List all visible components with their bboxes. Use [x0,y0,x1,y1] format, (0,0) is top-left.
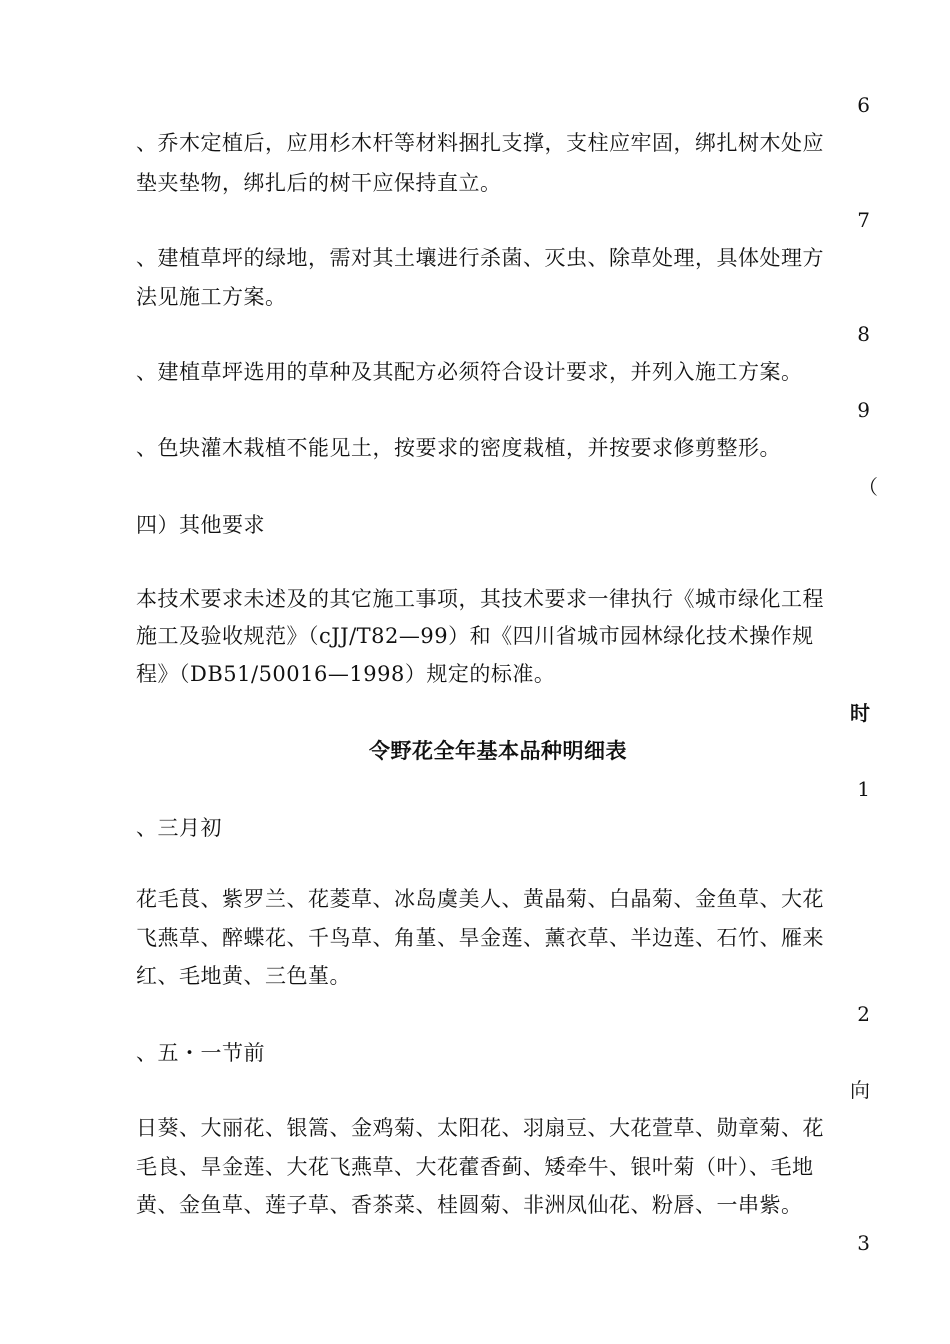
shi-marker: 时 [850,701,870,725]
flowers-section-2-heading: 、五・一节前 [136,1041,265,1065]
list-number-2: 2 [857,1002,870,1026]
section-4-body-line-1: 本技术要求未述及的其它施工事项，其技术要求一律执行《城市绿化工程 [136,587,824,611]
item-6-line-2: 垫夹垫物，绑扎后的树干应保持直立。 [136,171,502,195]
flowers-section-1-heading: 、三月初 [136,816,222,840]
section-4-body-line-3: 程》（DB51/50016—1998）规定的标准。 [136,662,556,686]
item-number-6: 6 [857,93,870,117]
flowers-section-2-line-2: 毛良、旱金莲、大花飞燕草、大花藿香蓟、矮牵牛、银叶菊（叶）、毛地 [136,1155,814,1179]
section-paren-marker: （ [858,475,878,499]
flowers-section-1-line-2: 飞燕草、醉蝶花、千鸟草、角堇、旱金莲、薰衣草、半边莲、石竹、雁来 [136,926,824,950]
section-4-heading: 四）其他要求 [136,513,265,537]
item-7-line-2: 法见施工方案。 [136,285,287,309]
table-title: 令野花全年基本品种明细表 [369,738,627,763]
flowers-section-1-line-1: 花毛茛、紫罗兰、花菱草、冰岛虞美人、黄晶菊、白晶菊、金鱼草、大花 [136,887,824,911]
item-number-8: 8 [857,322,870,346]
list-number-1: 1 [857,777,870,801]
item-8-line-1: 、建植草坪选用的草种及其配方必须符合设计要求，并列入施工方案。 [136,360,803,384]
item-6-line-1: 、乔木定植后，应用杉木杆等材料捆扎支撑，支柱应牢固，绑扎树木处应 [136,131,824,155]
item-7-line-1: 、建植草坪的绿地，需对其土壤进行杀菌、灭虫、除草处理，具体处理方 [136,246,824,270]
item-9-line-1: 、色块灌木栽植不能见土，按要求的密度栽植，并按要求修剪整形。 [136,436,781,460]
section-4-body-line-2: 施工及验收规范》（cJJ/T82—99）和《四川省城市园林绿化技术操作规 [136,624,814,648]
list-number-3: 3 [857,1231,870,1255]
flowers-section-1-line-3: 红、毛地黄、三色堇。 [136,964,351,988]
flowers-section-2-line-3: 黄、金鱼草、莲子草、香茶菜、桂圆菊、非洲凤仙花、粉唇、一串紫。 [136,1193,803,1217]
flowers-section-2-line-1: 日葵、大丽花、银篙、金鸡菊、太阳花、羽扇豆、大花萱草、勋章菊、花 [136,1116,824,1140]
xiang-marker: 向 [850,1078,870,1102]
item-number-7: 7 [857,208,870,232]
item-number-9: 9 [857,398,870,422]
